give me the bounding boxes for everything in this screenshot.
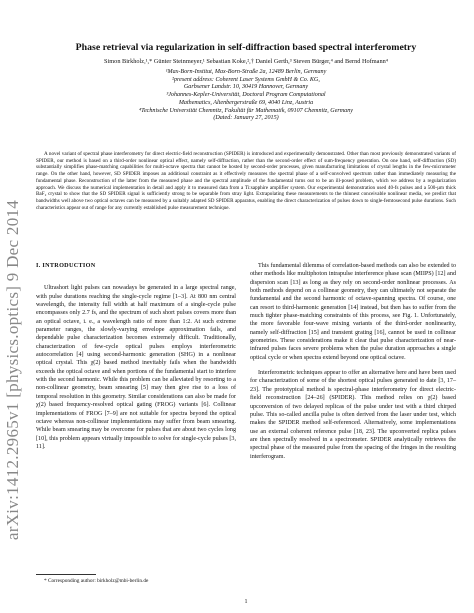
body-paragraph: Interferometric techniques appear to offer an alternative here and have been used for characterization of some of the shortest optical pulses generated to date [3, 17–23]. The prototypical method is spectral-phase interferometry for direct electric-field reconstruction [24–26] (SPIDER). This method relies on χ(2) based upconversion of two delayed replicas of the pulse under test with a third chirped pulse. This so-called ancilla pulse is often derived from the laser under test, which makes the SPIDER method self-referenced. Alternatively, some implementations use an external coherent reference pulse [18, 23]. The upconverted replica pulses are then spectrally resolved in a spectrometer. SPIDER analytically retrieves the spectral phase of the measured pulse from the spacing of the fringes in the resulting interferogram. bbox=[250, 370, 456, 460]
affiliation-line: Mathematics, Altenbergerstraße 69, 4040 Linz, Austria bbox=[178, 99, 314, 106]
paper-page bbox=[36, 0, 456, 613]
affiliation-line: ³Johannes-Kepler-Universität, Doctoral Program Computational bbox=[166, 92, 326, 99]
intro-paragraph: Ultrashort light pulses can nowadays be generated in a large spectral range, with pulse durations reaching the single-cycle regime [1–3]. At 800 nm central wavelength, the intensity full width at half maximum of a single-cycle pulse encompasses only 2.7 fs, and the spectrum of such short pulses covers more than an optical octave, i. e., a wavelength ratio of more than 1:2. At such extreme parameter ranges, the slowly-varying envelope approximation fails, and dependable pulse characterization becomes extremely difficult. Traditionally, characterization of few-cycle optical pulses employs interferometric autocorrelation [4] using second-harmonic generation (SHG) in a nonlinear optical crystal. This χ(2) based method inevitably fails when the bandwidth exceeds the optical octave and when portions of the fundamental start to interfere with the second harmonic. While this problem can be alleviated by resorting to a non-collinear geometry, beam smearing [5] may then give rise to a loss of temporal resolution in this geometry. Similar considerations can also be made for χ(2) based frequency-resolved optical gating (FROG) variants [6]. Collinear implementations of FROG [7–9] are not suitable for spectra beyond the optical octave whereas non-collinear implementations may suffer from beam smearing. While beam smearing may be overcome for pulses that are about two cycles long [10], this problem appears virtually impossible to solve for single-cycle pulses [3, 11]. bbox=[36, 285, 236, 450]
body-paragraph: This fundamental dilemma of correlation-based methods can also be extended to other methods like multiphoton intrapulse interference phase scan (MIIPS) [12] and dispersion scan [13] as long as they rely on second-order nonlinear processes. As both methods depend on a collinear geometry, they can ultimately not separate the fundamental and the second harmonic of octave-spanning spectra. Of course, one can resort to third-harmonic generation [14] instead, but then has to suffer from the much tighter phase-matching constraints of this process, see Fig. 1. Unfortunately, the more favorable four-wave mixing variants of the third-order nonlinearity, namely self-diffraction [15] and transient grating [16], cannot be used in collinear geometries. These considerations make it clear that pulse characterization of near-infrared pulses faces severe problems when the pulse duration approaches a single optical cycle or when spectra extend beyond one optical octave. bbox=[250, 263, 456, 361]
right-column bbox=[250, 262, 456, 461]
date-line: (Dated: January 27, 2015) bbox=[213, 115, 279, 122]
section-heading: I. INTRODUCTION bbox=[36, 262, 96, 269]
affiliation-line: ²present address: Coherent Laser Systems GmbH & Co. KG, bbox=[172, 76, 320, 83]
abstract: A novel variant of spectral phase interferometry for direct electric-field reconstruction (SPIDER) is introduced and experimentally demonstrated. Other than most previously demonstrated variants of SPIDER, our method is based on a third-order nonlinear optical effect, namely self-diffraction, rather than the second-order effect of sum-frequency generation. On one hand, self-diffraction (SD) substantially simplifies phase-matching capabilities for multi-octave spectra that cannot be hosted by second-order processes, given manufacturing limitations of crystal lengths in the few-micrometer range. On the other hand, however, SD SPIDER imposes an additional constraint as it effectively measures the spectral phase of a self-convolved spectrum rather than immediately measuring the fundamental phase. Reconstruction of the latter from the measured phase and the spectral amplitude of the fundamental turns out to be an ill-posed problem, which we address by a regularization approach. We discuss the numerical implementation in detail and apply it to measured data from a Ti:sapphire amplifier system. Our experimental demonstration used 40-fs pulses and a 500-µm thick BaF₂ crystal to show that the SD SPIDER signal is sufficiently strong to be separable from stray light. Extrapolating these measurements to the thinnest conceivable nonlinear media, we predict that bandwidths well above two optical octaves can be measured by a suitably adapted SD SPIDER apparatus, enabling the direct characterization of pulses down to single-femtosecond pulse durations. Such characteristics appear out of range for any currently established pulse measurement technique. bbox=[36, 151, 456, 211]
left-column bbox=[36, 262, 236, 451]
author-list: Simon Birkholz,¹,* Günter Steinmeyer,¹ Sebastian Koke,²,† Daniel Gerth,³ Steven Bürger,⁴ and Bernd Hofmann⁴ bbox=[104, 58, 388, 65]
paper-title: Phase retrieval via regularization in self-diffraction based spectral interferometry bbox=[75, 42, 417, 53]
page-number: 1 bbox=[244, 599, 248, 605]
footnote-rule bbox=[36, 574, 96, 575]
affiliation-line: ¹Max-Born-Institut, Max-Born-Straße 2a, 12489 Berlin, Germany bbox=[165, 69, 327, 75]
affiliations bbox=[66, 69, 426, 123]
corresponding-author-footnote: * Corresponding author: birkholz@mbi-berlin.de bbox=[44, 578, 149, 584]
affiliation-line: ⁴Technische Universität Chemnitz, Fakultät für Mathematik, 09107 Chemnitz, Germany bbox=[139, 107, 353, 114]
affiliation-line: Garbsener Landstr. 10, 30419 Hannover, Germany bbox=[183, 84, 309, 91]
arxiv-identifier: arXiv:1412.2965v1 [physics.optics] 9 Dec 2014 bbox=[3, 199, 22, 541]
